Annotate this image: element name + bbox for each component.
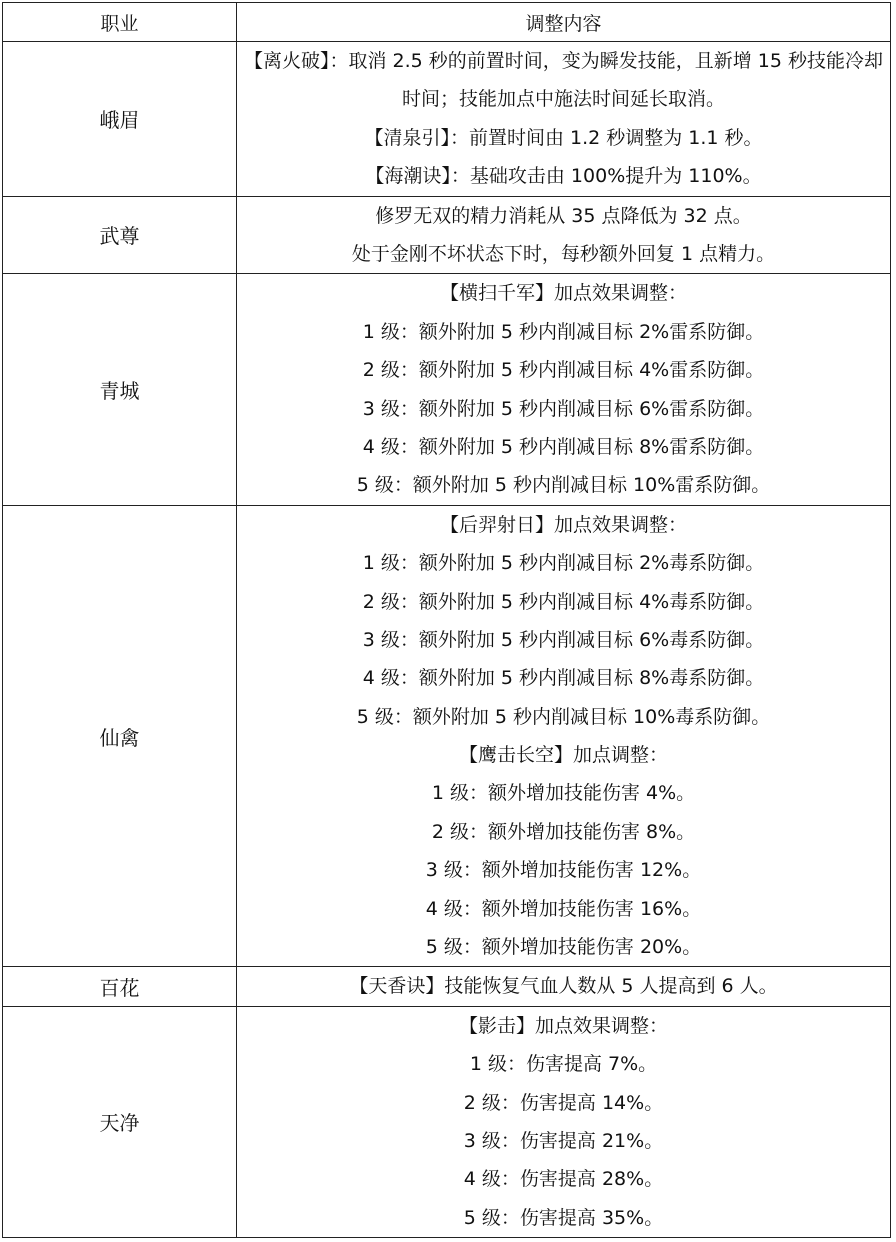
content-cell (237, 42, 891, 197)
content-line: 2 级：额外附加 5 秒内削减目标 4%雷系防御。 (362, 359, 765, 382)
content-line: 1 级：额外附加 5 秒内削减目标 2%毒系防御。 (362, 552, 765, 575)
table-header-row (3, 3, 891, 42)
content-line: 【清泉引】：前置时间由 1.2 秒调整为 1.1 秒。 (364, 126, 763, 149)
content-line: 2 级：额外附加 5 秒内削减目标 4%毒系防御。 (362, 590, 765, 613)
content-line: 3 级：伤害提高 21%。 (463, 1129, 664, 1152)
content-line: 4 级：伤害提高 28%。 (463, 1168, 664, 1191)
content-line: 【后羿射日】加点效果调整： (439, 513, 687, 536)
content-line: 【离火破】：取消 2.5 秒的前置时间，变为瞬发技能，且新增 15 秒技能冷却时间；技能加点中施法时间延长取消。 (243, 50, 884, 111)
class-cell: 武尊 (3, 196, 237, 274)
content-line: 1 级：额外附加 5 秒内削减目标 2%雷系防御。 (362, 320, 765, 343)
header-content: 调整内容 (237, 3, 891, 42)
content-line: 5 级：额外增加技能伤害 20%。 (425, 936, 702, 959)
content-line: 【横扫千军】加点效果调整： (439, 282, 687, 305)
content-line: 3 级：额外增加技能伤害 12%。 (425, 859, 702, 882)
content-line: 处于金刚不坏状态下时，每秒额外回复 1 点精力。 (351, 242, 776, 265)
content-cell (237, 1006, 891, 1237)
content-cell (237, 196, 891, 274)
table-row (3, 274, 891, 505)
header-class: 职业 (3, 3, 237, 42)
table-row (3, 505, 891, 967)
content-line: 5 级：伤害提高 35%。 (463, 1206, 664, 1229)
table-row (3, 967, 891, 1006)
content-line: 1 级：额外增加技能伤害 4%。 (431, 782, 696, 805)
content-line: 1 级：伤害提高 7%。 (469, 1053, 658, 1076)
content-cell (237, 967, 891, 1006)
content-line: 修罗无双的精力消耗从 35 点降低为 32 点。 (375, 204, 752, 227)
table-row (3, 1006, 891, 1237)
table-row (3, 42, 891, 197)
content-line: 【海潮诀】：基础攻击由 100%提升为 110%。 (365, 165, 762, 188)
table-row (3, 196, 891, 274)
content-line: 4 级：额外附加 5 秒内削减目标 8%毒系防御。 (362, 667, 765, 690)
content-line: 【天香诀】技能恢复气血人数从 5 人提高到 6 人。 (349, 975, 778, 998)
content-line: 5 级：额外附加 5 秒内削减目标 10%毒系防御。 (356, 705, 771, 728)
content-line: 【鹰击长空】加点调整： (458, 744, 668, 767)
content-line: 2 级：伤害提高 14%。 (463, 1091, 664, 1114)
content-line: 【影击】加点效果调整： (458, 1014, 668, 1037)
class-cell: 天净 (3, 1006, 237, 1237)
content-line: 3 级：额外附加 5 秒内削减目标 6%毒系防御。 (362, 628, 765, 651)
class-cell: 峨眉 (3, 42, 237, 197)
content-line: 3 级：额外附加 5 秒内削减目标 6%雷系防御。 (362, 397, 765, 420)
adjustment-table (2, 2, 891, 1238)
content-cell (237, 274, 891, 505)
class-cell: 百花 (3, 967, 237, 1006)
class-cell: 仙禽 (3, 505, 237, 967)
content-cell (237, 505, 891, 967)
class-cell: 青城 (3, 274, 237, 505)
content-line: 4 级：额外附加 5 秒内削减目标 8%雷系防御。 (362, 435, 765, 458)
content-line: 4 级：额外增加技能伤害 16%。 (425, 897, 702, 920)
content-line: 5 级：额外附加 5 秒内削减目标 10%雷系防御。 (356, 474, 771, 497)
content-line: 2 级：额外增加技能伤害 8%。 (431, 820, 696, 843)
